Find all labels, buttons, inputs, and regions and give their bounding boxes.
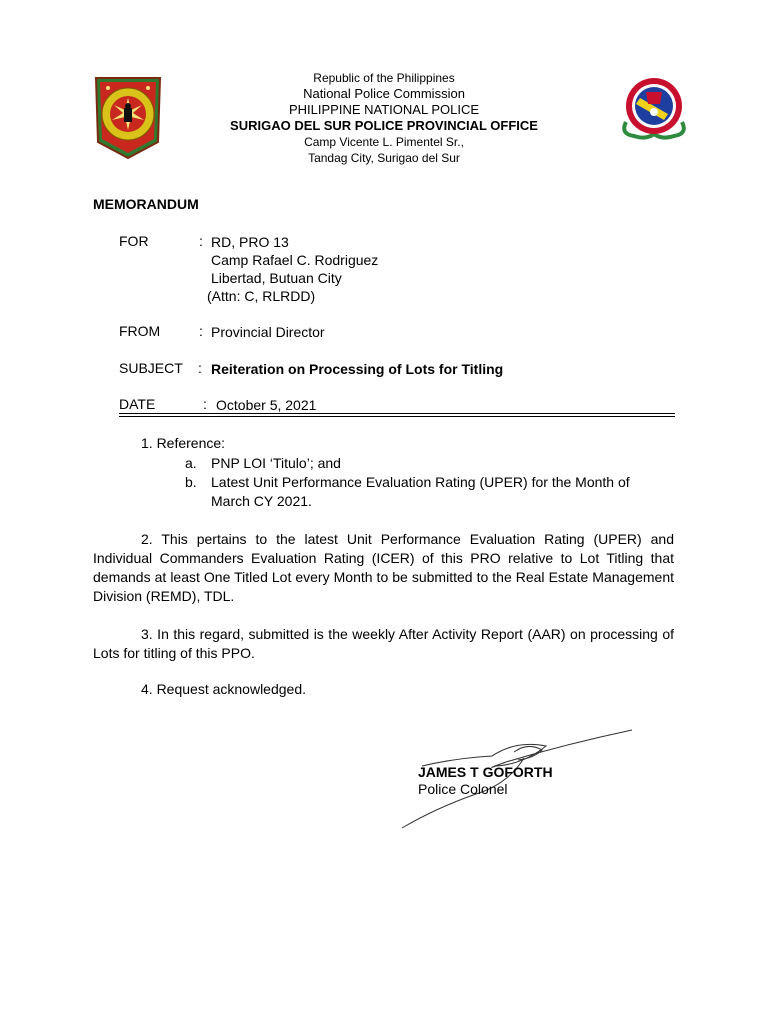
for-colon: : (199, 233, 203, 249)
date-rule-bottom (119, 416, 675, 417)
date-value: October 5, 2021 (216, 397, 317, 413)
signatory-rank: Police Colonel (418, 781, 508, 797)
for-label: FOR (119, 233, 149, 249)
for-line-1: RD, PRO 13 (211, 234, 289, 250)
from-label: FROM (119, 323, 161, 339)
date-rule-top (119, 413, 675, 414)
reference-b-text-line-1: Latest Unit Performance Evaluation Rating (UPER) for the Month of (211, 474, 630, 490)
memorandum-heading: MEMORANDUM (93, 196, 199, 212)
letterhead (204, 70, 564, 166)
paragraph-3-text: 3. In this regard, submitted is the weekly After Activity Report (AAR) on processing of Lots for titling of this PPO. (93, 626, 674, 661)
reference-b-marker: b. (185, 474, 197, 490)
paragraph-2 (93, 530, 674, 606)
letterhead-republic: Republic of the Philippines (313, 71, 455, 85)
subject-label: SUBJECT (119, 360, 183, 376)
from-value: Provincial Director (211, 324, 325, 340)
subject-value: Reiteration on Processing of Lots for Titling (211, 361, 504, 377)
from-colon: : (199, 323, 203, 339)
date-label: DATE (119, 396, 156, 412)
paragraph-2-text: 2. This pertains to the latest Unit Performance Evaluation Rating (UPER) and Individual Commanders Evaluation Rating (ICER) of this PRO relative to Lot Titling that demands at least One Titled Lot every Month to be submitted to the Real Estate Management Division (REMD), TDL. (93, 531, 674, 604)
letterhead-pnp: PHILIPPINE NATIONAL POLICE (289, 102, 479, 117)
letterhead-office: SURIGAO DEL SUR POLICE PROVINCIAL OFFICE (230, 118, 538, 133)
for-line-2: Camp Rafael C. Rodriguez (211, 252, 379, 268)
paragraph-3 (93, 625, 674, 663)
paragraph-4-text: 4. Request acknowledged. (141, 681, 306, 697)
letterhead-camp: Camp Vicente L. Pimentel Sr., (304, 135, 464, 149)
reference-b-text-line-2: March CY 2021. (211, 493, 312, 509)
pnp-seal-logo (92, 72, 164, 160)
for-line-3: Libertad, Butuan City (211, 270, 342, 286)
signatory-name: JAMES T GOFORTH (418, 764, 553, 780)
paragraph-4 (93, 680, 674, 699)
reference-a-text: PNP LOI ‘Titulo’; and (211, 455, 341, 471)
for-line-4: (Attn: C, RLRDD) (207, 288, 316, 304)
ppo-seal-logo (616, 74, 692, 144)
letterhead-city: Tandag City, Surigao del Sur (308, 151, 460, 165)
reference-heading: 1. Reference: (141, 435, 226, 451)
letterhead-napolcom: National Police Commission (303, 86, 465, 101)
reference-a-marker: a. (185, 455, 197, 471)
date-colon: : (203, 396, 207, 412)
subject-colon: : (198, 360, 202, 376)
